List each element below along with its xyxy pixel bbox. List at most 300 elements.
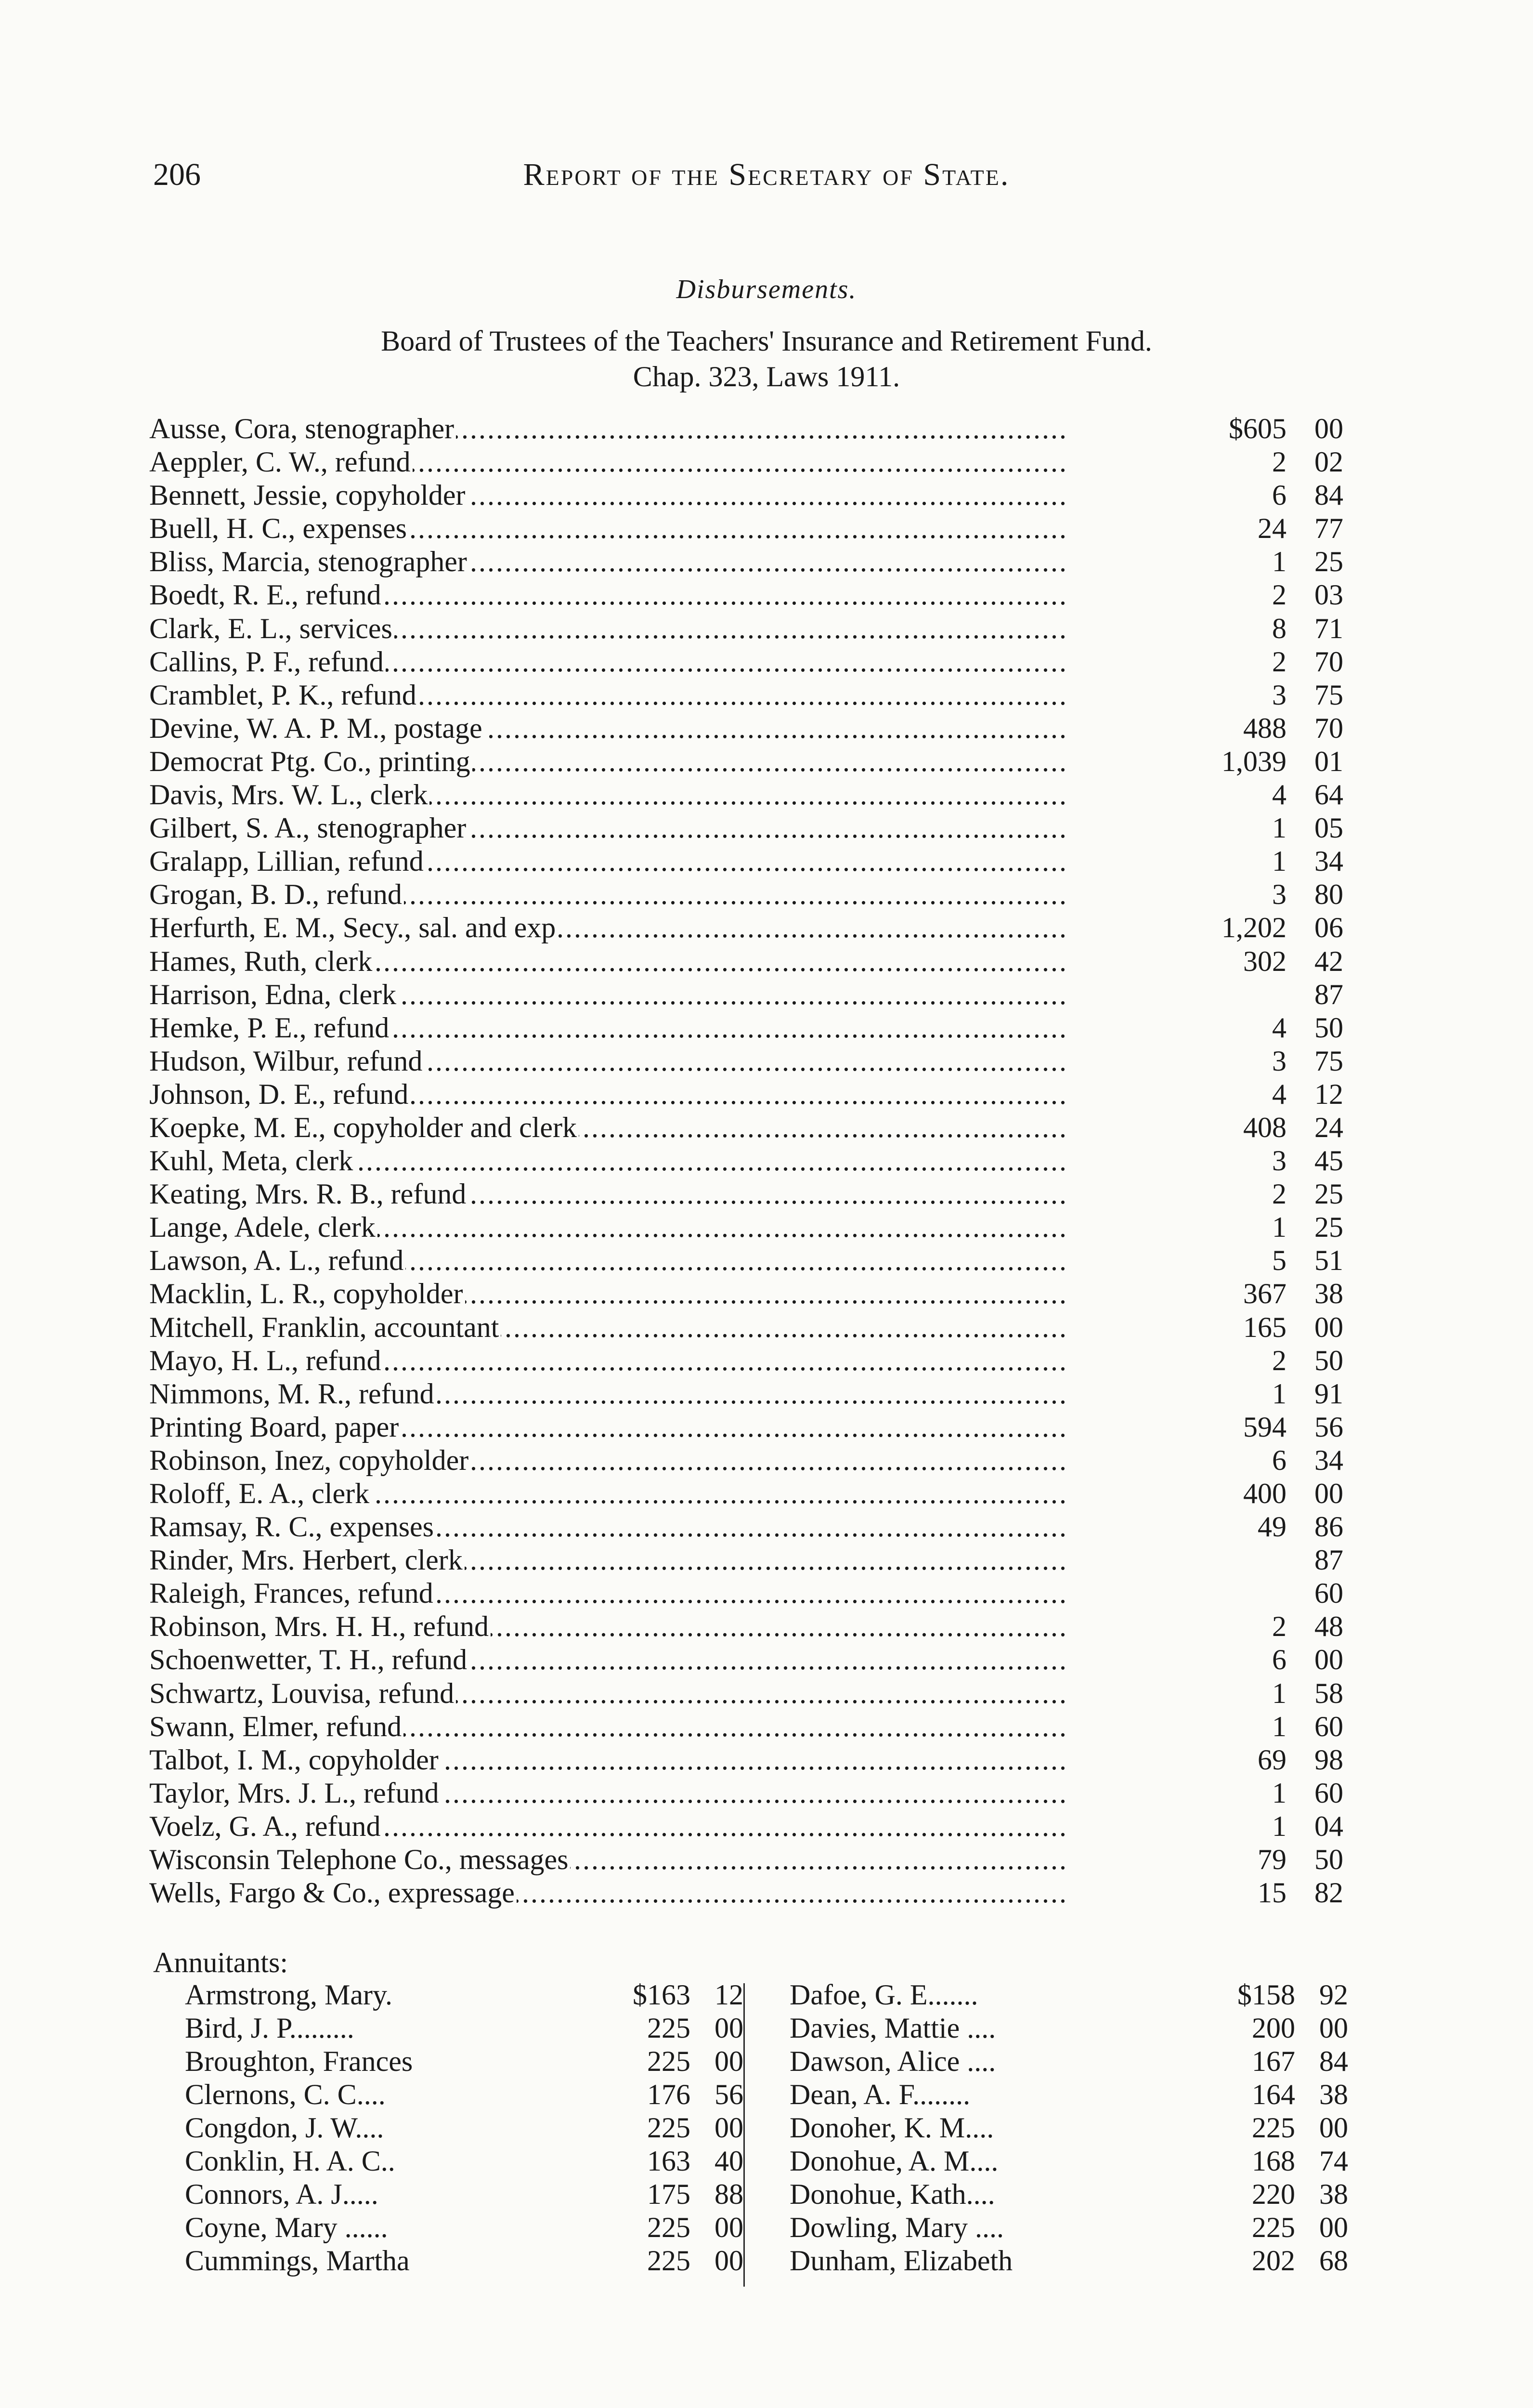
annuitant-cents: 00 (715, 2112, 743, 2144)
annuitant-cents: 38 (1319, 2178, 1348, 2210)
annuitant-name: Armstrong, Mary. (185, 1979, 393, 2011)
amount-dollars: 3 (1272, 878, 1286, 911)
annuitant-name: Coyne, Mary ...... (185, 2212, 388, 2243)
amount-dollars: 1 (1272, 1710, 1286, 1742)
payee-name: Ausse, Cora, stenographer (149, 413, 456, 445)
annuitant-cents: 40 (715, 2145, 743, 2177)
payee-name: Hemke, P. E., refund (149, 1012, 391, 1044)
payee-name: Hames, Ruth, clerk (149, 945, 374, 977)
amount-cents: 00 (1314, 413, 1343, 445)
payee-name: Harrison, Edna, clerk (149, 979, 398, 1010)
amount-dollars: 6 (1272, 479, 1286, 511)
annuitant-dollars: $158 (1237, 1979, 1295, 2011)
annuitant-dollars: 175 (647, 2178, 690, 2210)
payee-name: Wisconsin Telephone Co., messages (149, 1844, 570, 1875)
payee-name: Robinson, Mrs. H. H., refund (149, 1610, 491, 1642)
annuitant-dollars: 163 (647, 2145, 690, 2177)
payee-cell (149, 1011, 1069, 1045)
ledger-row (149, 1577, 1343, 1610)
amount-cents: 80 (1314, 878, 1343, 911)
payee-name: Boedt, R. E., refund (149, 579, 383, 611)
ledger-row (149, 911, 1343, 944)
amount-cents: 34 (1314, 845, 1343, 877)
payee-name: Schoenwetter, T. H., refund (149, 1644, 469, 1675)
annuitant-row (185, 2045, 743, 2078)
payee-name: Cramblet, P. K., refund (149, 679, 418, 711)
amount-cents: 70 (1314, 645, 1343, 678)
annuitant-name: Dean, A. F........ (790, 2079, 971, 2110)
payee-cell (149, 445, 1069, 479)
annuitant-cents: 92 (1319, 1979, 1348, 2011)
amount-dollars: 69 (1258, 1743, 1286, 1776)
payee-name: Democrat Ptg. Co., printing (149, 746, 472, 777)
amount-cents: 12 (1314, 1078, 1343, 1110)
amount-cents: 58 (1314, 1677, 1343, 1709)
ledger-row (149, 1078, 1343, 1111)
annuitant-cents: 00 (715, 2012, 743, 2044)
amount-dollars: 594 (1243, 1411, 1286, 1443)
payee-cell (149, 1078, 1069, 1111)
amount-cents: 87 (1314, 1544, 1343, 1576)
annuitant-cents: 56 (715, 2079, 743, 2110)
ledger-row (149, 512, 1343, 545)
annuitant-name: Connors, A. J..... (185, 2178, 378, 2210)
annuitant-row (185, 2078, 743, 2111)
amount-cents: 71 (1314, 612, 1343, 644)
page-number: 206 (153, 157, 201, 192)
payee-name: Koepke, M. E., copyholder and clerk (149, 1112, 579, 1143)
annuitant-cents: 74 (1319, 2145, 1348, 2177)
annuitant-name: Dowling, Mary .... (790, 2212, 1004, 2243)
amount-cents: 60 (1314, 1710, 1343, 1742)
annuitant-name: Bird, J. P......... (185, 2012, 354, 2044)
annuitant-row (790, 2178, 1348, 2211)
ledger-row (149, 1544, 1343, 1577)
ledger-row (149, 1810, 1343, 1843)
ledger-row (149, 612, 1343, 645)
amount-cents: 70 (1314, 712, 1343, 744)
amount-dollars: 4 (1272, 1078, 1286, 1110)
ledger-row (149, 878, 1343, 911)
annuitant-row (185, 2244, 743, 2277)
amount-dollars: 3 (1272, 679, 1286, 711)
annuitant-dollars: 225 (647, 2212, 690, 2243)
amount-dollars: 24 (1258, 512, 1286, 545)
running-title: Report of the Secretary of State. (523, 157, 1010, 192)
annuitant-cents: 00 (715, 2212, 743, 2243)
ledger-row (149, 945, 1343, 978)
amount-dollars: 2 (1272, 645, 1286, 678)
annuitant-name: Clernons, C. C.... (185, 2079, 386, 2110)
ledger-row (149, 1244, 1343, 1277)
disbursement-ledger (149, 412, 1343, 1910)
amount-dollars: 6 (1272, 1644, 1286, 1676)
annuitant-name: Dawson, Alice .... (790, 2045, 996, 2077)
payee-cell (149, 945, 1069, 978)
payee-cell (149, 1178, 1069, 1211)
payee-cell (149, 545, 1069, 578)
payee-name: Grogan, B. D., refund (149, 878, 404, 910)
payee-cell (149, 1311, 1069, 1344)
payee-name: Gilbert, S. A., stenographer (149, 812, 468, 844)
amount-cents: 98 (1314, 1743, 1343, 1776)
payee-name: Callins, P. F., refund (149, 646, 386, 678)
payee-cell (149, 1377, 1069, 1411)
annuitant-row (790, 2012, 1348, 2045)
annuitant-cents: 00 (1319, 2012, 1348, 2044)
payee-cell (149, 679, 1069, 712)
annuitant-name: Donoher, K. M.... (790, 2112, 994, 2144)
payee-cell (149, 978, 1069, 1011)
amount-dollars: 1 (1272, 546, 1286, 578)
annuitant-dollars: $163 (633, 1979, 690, 2011)
ledger-row (149, 479, 1343, 512)
amount-dollars: 1 (1272, 1677, 1286, 1709)
payee-name: Robinson, Inez, copyholder (149, 1444, 470, 1476)
ledger-row (149, 1677, 1343, 1710)
amount-cents: 38 (1314, 1278, 1343, 1310)
annuitant-dollars: 225 (647, 2012, 690, 2044)
payee-name: Kuhl, Meta, clerk (149, 1145, 355, 1177)
annuitant-name: Donohue, A. M.... (790, 2145, 999, 2177)
amount-cents: 82 (1314, 1877, 1343, 1909)
ledger-row (149, 1643, 1343, 1676)
payee-cell (149, 1411, 1069, 1444)
amount-dollars: 1 (1272, 845, 1286, 877)
amount-dollars: 302 (1243, 945, 1286, 977)
annuitant-dollars: 225 (1252, 2112, 1295, 2144)
ledger-row (149, 845, 1343, 878)
section-title: Disbursements. (676, 275, 857, 304)
annuitant-dollars: 225 (647, 2245, 690, 2277)
ledger-row (149, 1144, 1343, 1178)
amount-dollars: 8 (1272, 612, 1286, 644)
annuitant-dollars: 168 (1252, 2145, 1295, 2177)
annuitant-row (790, 2145, 1348, 2178)
ledger-row (149, 1710, 1343, 1743)
payee-cell (149, 1144, 1069, 1178)
payee-name: Talbot, I. M., copyholder (149, 1744, 441, 1776)
payee-cell (149, 911, 1069, 944)
ledger-row (149, 712, 1343, 745)
amount-cents: 50 (1314, 1011, 1343, 1044)
ledger-row (149, 679, 1343, 712)
amount-cents: 86 (1314, 1511, 1343, 1543)
annuitant-dollars: 200 (1252, 2012, 1295, 2044)
amount-cents: 42 (1314, 945, 1343, 977)
annuitants-right-column (790, 1978, 1348, 2277)
amount-cents: 50 (1314, 1344, 1343, 1376)
payee-name: Taylor, Mrs. J. L., refund (149, 1777, 441, 1809)
annuitant-row (790, 2244, 1348, 2277)
annuitant-cents: 68 (1319, 2245, 1348, 2277)
payee-cell (149, 1444, 1069, 1477)
payee-cell (149, 1810, 1069, 1843)
payee-cell (149, 1111, 1069, 1144)
ledger-row (149, 1344, 1343, 1377)
payee-cell (149, 1777, 1069, 1810)
amount-cents: 87 (1314, 978, 1343, 1010)
ledger-row (149, 545, 1343, 578)
annuitant-dollars: 225 (1252, 2212, 1295, 2243)
ledger-row (149, 1011, 1343, 1045)
payee-cell (149, 479, 1069, 512)
amount-dollars: 5 (1272, 1244, 1286, 1277)
amount-cents: 02 (1314, 446, 1343, 478)
payee-cell (149, 1677, 1069, 1710)
payee-name: Davis, Mrs. W. L., clerk (149, 779, 429, 811)
amount-dollars: 1 (1272, 812, 1286, 844)
payee-cell (149, 412, 1069, 445)
annuitant-cents: 00 (715, 2245, 743, 2277)
payee-cell (149, 745, 1069, 778)
annuitant-dollars: 202 (1252, 2245, 1295, 2277)
annuitant-cents: 38 (1319, 2079, 1348, 2110)
annuitant-row (790, 1978, 1348, 2012)
amount-dollars: 367 (1243, 1278, 1286, 1310)
amount-cents: 05 (1314, 812, 1343, 844)
payee-cell (149, 1477, 1069, 1510)
payee-cell (149, 512, 1069, 545)
annuitant-row (790, 2111, 1348, 2145)
payee-cell (149, 1876, 1069, 1910)
ledger-row (149, 745, 1343, 778)
payee-cell (149, 1577, 1069, 1610)
ledger-row (149, 1377, 1343, 1411)
payee-cell (149, 1843, 1069, 1876)
ledger-row (149, 978, 1343, 1011)
annuitant-dollars: 164 (1252, 2079, 1295, 2110)
amount-cents: 64 (1314, 779, 1343, 811)
payee-name: Devine, W. A. P. M., postage (149, 712, 484, 744)
amount-cents: 60 (1314, 1577, 1343, 1610)
amount-dollars: 2 (1272, 1344, 1286, 1376)
payee-name: Schwartz, Louvisa, refund (149, 1677, 456, 1709)
payee-cell (149, 712, 1069, 745)
amount-dollars: 3 (1272, 1145, 1286, 1177)
payee-name: Lawson, A. L., refund (149, 1244, 405, 1276)
ledger-row (149, 1843, 1343, 1876)
amount-cents: 75 (1314, 1045, 1343, 1077)
amount-cents: 48 (1314, 1610, 1343, 1643)
annuitant-name: Dafoe, G. E....... (790, 1979, 978, 2011)
amount-cents: 75 (1314, 679, 1343, 711)
payee-name: Keating, Mrs. R. B., refund (149, 1178, 468, 1210)
amount-dollars: 400 (1243, 1478, 1286, 1509)
payee-name: Gralapp, Lillian, refund (149, 845, 426, 877)
amount-dollars: 3 (1272, 1045, 1286, 1077)
annuitant-dollars: 225 (647, 2045, 690, 2077)
annuitant-cents: 00 (1319, 2112, 1348, 2144)
payee-name: Printing Board, paper (149, 1411, 401, 1443)
amount-dollars: 4 (1272, 779, 1286, 811)
amount-dollars: 165 (1243, 1311, 1286, 1343)
ledger-row (149, 1411, 1343, 1444)
ledger-row (149, 1311, 1343, 1344)
annuitant-cents: 00 (1319, 2212, 1348, 2243)
annuitant-name: Cummings, Martha (185, 2245, 410, 2277)
ledger-row (149, 645, 1343, 679)
amount-dollars: 1,039 (1221, 745, 1286, 777)
annuitant-name: Congdon, J. W.... (185, 2112, 384, 2144)
amount-cents: 51 (1314, 1244, 1343, 1277)
annuitant-row (185, 1978, 743, 2012)
ledger-row (149, 1777, 1343, 1810)
running-head (0, 153, 1533, 196)
amount-dollars: 2 (1272, 1610, 1286, 1643)
payee-name: Swann, Elmer, refund (149, 1711, 403, 1742)
payee-name: Buell, H. C., expenses (149, 512, 409, 544)
amount-cents: 77 (1314, 512, 1343, 545)
payee-name: Mayo, H. L., refund (149, 1345, 383, 1376)
amount-cents: 03 (1314, 579, 1343, 611)
amount-cents: 56 (1314, 1411, 1343, 1443)
annuitant-dollars: 176 (647, 2079, 690, 2110)
amount-dollars: 15 (1258, 1877, 1286, 1909)
payee-cell (149, 1510, 1069, 1544)
amount-cents: 04 (1314, 1810, 1343, 1842)
payee-name: Johnson, D. E., refund (149, 1078, 410, 1110)
annuitant-name: Dunham, Elizabeth (790, 2245, 1013, 2277)
payee-name: Herfurth, E. M., Secy., sal. and exp (149, 912, 558, 943)
annuitant-cents: 00 (715, 2045, 743, 2077)
ledger-row (149, 1477, 1343, 1510)
ledger-row (149, 1510, 1343, 1544)
payee-cell (149, 778, 1069, 811)
amount-dollars: 4 (1272, 1011, 1286, 1044)
amount-dollars: 79 (1258, 1844, 1286, 1876)
annuitant-row (185, 2111, 743, 2145)
payee-cell (149, 1344, 1069, 1377)
amount-cents: 50 (1314, 1844, 1343, 1876)
amount-dollars: 1 (1272, 1377, 1286, 1410)
annuitant-name: Davies, Mattie .... (790, 2012, 996, 2044)
payee-name: Macklin, L. R., copyholder (149, 1278, 465, 1309)
amount-cents: 84 (1314, 479, 1343, 511)
annuitant-row (790, 2078, 1348, 2111)
annuitant-row (185, 2012, 743, 2045)
amount-dollars: 1 (1272, 1211, 1286, 1243)
amount-cents: 00 (1314, 1644, 1343, 1676)
payee-cell (149, 878, 1069, 911)
payee-cell (149, 1277, 1069, 1310)
annuitant-cents: 84 (1319, 2045, 1348, 2077)
payee-name: Aeppler, C. W., refund (149, 446, 413, 478)
ledger-row (149, 1876, 1343, 1910)
amount-cents: 25 (1314, 1178, 1343, 1210)
payee-name: Hudson, Wilbur, refund (149, 1045, 424, 1077)
amount-cents: 00 (1314, 1311, 1343, 1343)
payee-cell (149, 1211, 1069, 1244)
column-divider (743, 1983, 745, 2287)
annuitant-row (185, 2211, 743, 2244)
annuitant-row (185, 2178, 743, 2211)
amount-dollars: 2 (1272, 1178, 1286, 1210)
ledger-row (149, 1277, 1343, 1310)
amount-cents: 34 (1314, 1444, 1343, 1476)
amount-cents: 00 (1314, 1478, 1343, 1509)
amount-dollars: 1,202 (1221, 912, 1286, 944)
annuitant-row (790, 2045, 1348, 2078)
ledger-row (149, 445, 1343, 479)
payee-cell (149, 1244, 1069, 1277)
amount-cents: 60 (1314, 1777, 1343, 1809)
payee-name: Raleigh, Frances, refund (149, 1577, 435, 1609)
payee-cell (149, 1045, 1069, 1078)
ledger-row (149, 778, 1343, 811)
ledger-row (149, 578, 1343, 612)
payee-cell (149, 1610, 1069, 1643)
amount-cents: 45 (1314, 1145, 1343, 1177)
amount-cents: 06 (1314, 912, 1343, 944)
annuitant-name: Conklin, H. A. C.. (185, 2145, 395, 2177)
payee-cell (149, 645, 1069, 679)
payee-name: Nimmons, M. R., refund (149, 1378, 436, 1410)
annuitant-name: Donohue, Kath.... (790, 2178, 995, 2210)
ledger-row (149, 1111, 1343, 1144)
annuitant-dollars: 167 (1252, 2045, 1295, 2077)
amount-cents: 25 (1314, 546, 1343, 578)
payee-name: Clark, E. L., services (149, 613, 394, 644)
ledger-row (149, 1178, 1343, 1211)
annuitants-heading: Annuitants: (153, 1947, 288, 1978)
amount-cents: 25 (1314, 1211, 1343, 1243)
payee-cell (149, 578, 1069, 612)
amount-cents: 91 (1314, 1377, 1343, 1410)
payee-cell (149, 612, 1069, 645)
annuitant-cents: 88 (715, 2178, 743, 2210)
fund-chapter: Chap. 323, Laws 1911. (633, 361, 900, 393)
annuitants-left-column (185, 1978, 743, 2277)
payee-cell (149, 845, 1069, 878)
ledger-row (149, 1743, 1343, 1777)
payee-name: Mitchell, Franklin, accountant (149, 1311, 501, 1343)
payee-cell (149, 1710, 1069, 1743)
amount-dollars: 1 (1272, 1777, 1286, 1809)
amount-dollars: $605 (1229, 413, 1286, 445)
annuitant-cents: 12 (715, 1979, 743, 2011)
payee-cell (149, 1643, 1069, 1676)
payee-name: Lange, Adele, clerk (149, 1211, 377, 1243)
ledger-row (149, 1444, 1343, 1477)
payee-name: Rinder, Mrs. Herbert, clerk (149, 1544, 465, 1576)
payee-cell (149, 811, 1069, 845)
ledger-row (149, 811, 1343, 845)
payee-cell (149, 1743, 1069, 1777)
amount-dollars: 2 (1272, 579, 1286, 611)
annuitant-dollars: 225 (647, 2112, 690, 2144)
amount-dollars: 488 (1243, 712, 1286, 744)
payee-name: Roloff, E. A., clerk (149, 1478, 371, 1509)
annuitant-row (185, 2145, 743, 2178)
amount-dollars: 1 (1272, 1810, 1286, 1842)
amount-dollars: 2 (1272, 446, 1286, 478)
payee-cell (149, 1544, 1069, 1577)
payee-name: Bliss, Marcia, stenographer (149, 546, 469, 577)
payee-name: Bennett, Jessie, copyholder (149, 479, 468, 511)
ledger-row (149, 1211, 1343, 1244)
annuitant-row (790, 2211, 1348, 2244)
amount-dollars: 408 (1243, 1111, 1286, 1143)
payee-name: Voelz, G. A., refund (149, 1810, 382, 1842)
amount-cents: 24 (1314, 1111, 1343, 1143)
ledger-row (149, 412, 1343, 445)
annuitant-name: Broughton, Frances (185, 2045, 413, 2077)
amount-dollars: 49 (1258, 1511, 1286, 1543)
amount-cents: 01 (1314, 745, 1343, 777)
annuitant-dollars: 220 (1252, 2178, 1295, 2210)
payee-name: Ramsay, R. C., expenses (149, 1511, 436, 1543)
